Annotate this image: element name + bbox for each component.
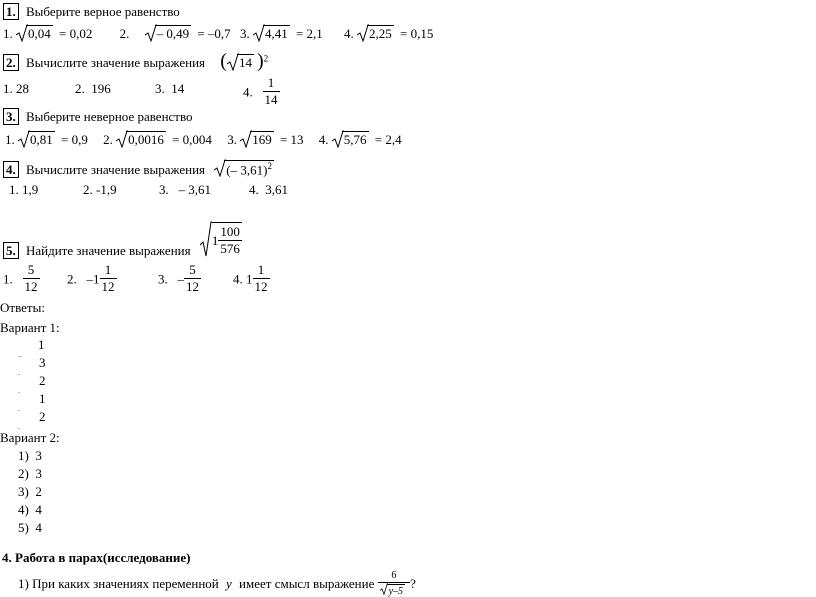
- q1-opt2-radicand: – 0,49: [155, 25, 192, 40]
- q5-header: [3, 222, 242, 257]
- q1-opt2-value: = –0,7: [197, 26, 230, 41]
- variant1-list: [18, 338, 78, 428]
- q1-opt4-radicand: 2,25: [367, 25, 394, 40]
- q4-number: 4.: [3, 161, 19, 178]
- q1-header: [3, 5, 180, 18]
- q3-opt2: 2. 0,0016 = 0,004: [103, 132, 215, 147]
- q1-opt4-value: = 0,15: [400, 26, 433, 41]
- q1-opt1-value: = 0,02: [59, 26, 92, 41]
- task4-fraction: [378, 570, 410, 597]
- q4-opt4: 4. 3,61: [249, 183, 288, 196]
- q3-opt3-radical: 169: [240, 131, 277, 146]
- q2-options: [3, 76, 303, 106]
- q1-opt2: [120, 26, 234, 41]
- q2-opt2: 2. 196: [75, 82, 111, 95]
- q4-expression: [214, 162, 277, 177]
- q4-options: [9, 183, 309, 199]
- q2-expr-radicand: 14: [237, 54, 254, 69]
- list-item: $_.$2: [18, 374, 46, 387]
- q3-number: 3.: [3, 108, 19, 125]
- list-item: 4) 4: [18, 503, 42, 516]
- list-item: $_.$3: [18, 356, 46, 369]
- q5-expr-denominator: 576: [218, 240, 242, 257]
- q1-opt3-value: = 2,1: [296, 26, 323, 41]
- q2-expression: ( 14 )$^2$: [220, 55, 268, 70]
- q4-expr-power: 2: [267, 161, 272, 171]
- q2-opt1: 1. 28: [3, 82, 29, 95]
- q5-opt3: 3. – $\frac{5}{12}$: [158, 263, 201, 295]
- q1-opt2-label: 2.: [120, 26, 130, 41]
- q2-number: 2.: [3, 54, 19, 71]
- task4-title: 4. Работа в парах(исследование): [2, 551, 191, 564]
- q4-opt1: 1. 1,9: [9, 183, 38, 196]
- answers-title: Ответы:: [0, 301, 45, 314]
- variant2-list: [18, 449, 78, 539]
- q2-expr-power: 2: [264, 54, 269, 64]
- task4-variable: у: [226, 576, 232, 591]
- task4-item: [18, 570, 416, 597]
- list-item: $_{..}$1: [18, 338, 45, 351]
- q3-opt3: 3. 169 = 13: [227, 132, 307, 147]
- q1-title: Выберите верное равенство: [26, 4, 180, 19]
- q5-options: [3, 263, 303, 297]
- q4-expr-radicand: (– 3,61): [226, 162, 267, 177]
- q5-expression: [200, 222, 242, 257]
- q1-opt4: [344, 26, 433, 41]
- q5-opt1: 1. $\frac{5}{12}$: [3, 263, 40, 295]
- q1-opt3-radicand: 4,41: [263, 25, 290, 40]
- q5-expr-numerator: 100: [218, 225, 242, 240]
- list-item: 1) 3: [18, 449, 42, 462]
- q3-header: [3, 110, 193, 123]
- q3-opt4: 4. 5,76 = 2,4: [319, 132, 402, 147]
- q4-title: Вычислите значение выражения: [26, 162, 205, 177]
- q1-opt3-radical: [253, 25, 293, 40]
- q2-title: Вычислите значение выражения: [26, 55, 205, 70]
- q5-opt4: 4. 1 $\frac{1}{12}$: [233, 263, 270, 295]
- task4-frac-numerator: 6: [389, 570, 398, 582]
- q4-opt3: 3. – 3,61: [159, 183, 211, 196]
- list-item: 5) 4: [18, 521, 42, 534]
- q4-opt2: 2. -1,9: [83, 183, 117, 196]
- list-item: $_.$2: [18, 410, 46, 423]
- list-item: 3) 2: [18, 485, 42, 498]
- q5-title: Найдите значение выражения: [26, 243, 191, 258]
- task4-frac-denominator: у–5: [378, 582, 410, 597]
- q2-opt3: 3. 14: [155, 82, 184, 95]
- q3-options: [5, 131, 402, 146]
- q1-options: [3, 25, 433, 40]
- q1-opt1-radical: [16, 25, 56, 40]
- q5-number: 5.: [3, 242, 19, 259]
- variant2-title: Вариант 2:: [0, 431, 60, 444]
- q3-opt1-radical: 0,81: [18, 131, 58, 146]
- q2-expr-radical: [227, 54, 257, 69]
- q4-expr-radical: [214, 160, 277, 176]
- q5-opt2: 2. –1 $\frac{1}{12}$: [67, 263, 117, 295]
- list-item: $_.$1: [18, 392, 46, 405]
- q1-opt1-label: 1.: [3, 26, 13, 41]
- q1-number: 1.: [3, 3, 19, 20]
- q2-opt4: 4. $\frac{1}{14}$: [243, 76, 280, 108]
- task4-text: При каких значениях переменной: [32, 576, 219, 591]
- task4-text2: имеет смысл выражение: [239, 576, 374, 591]
- q1-opt1: [3, 26, 96, 41]
- q1-opt2-radical: [145, 25, 195, 40]
- q1-opt3: [240, 26, 326, 41]
- q3-title: Выберите неверное равенство: [26, 109, 193, 124]
- q1-opt4-radical: [357, 25, 397, 40]
- q5-expr-whole: 1: [212, 234, 219, 247]
- task4-question-mark: ?: [410, 576, 416, 591]
- q1-opt3-label: 3.: [240, 26, 250, 41]
- variant1-title: Вариант 1:: [0, 321, 60, 334]
- q3-opt4-radical: 5,76: [332, 131, 372, 146]
- q3-opt2-radical: 0,0016: [116, 131, 169, 146]
- list-item: 2) 3: [18, 467, 42, 480]
- q1-opt1-radicand: 0,04: [26, 25, 53, 40]
- q3-opt1: 1. 0,81 = 0,9: [5, 132, 91, 147]
- task4-item-number: 1): [18, 576, 29, 591]
- q1-opt4-label: 4.: [344, 26, 354, 41]
- q2-header: [3, 51, 268, 71]
- q4-header: [3, 160, 277, 176]
